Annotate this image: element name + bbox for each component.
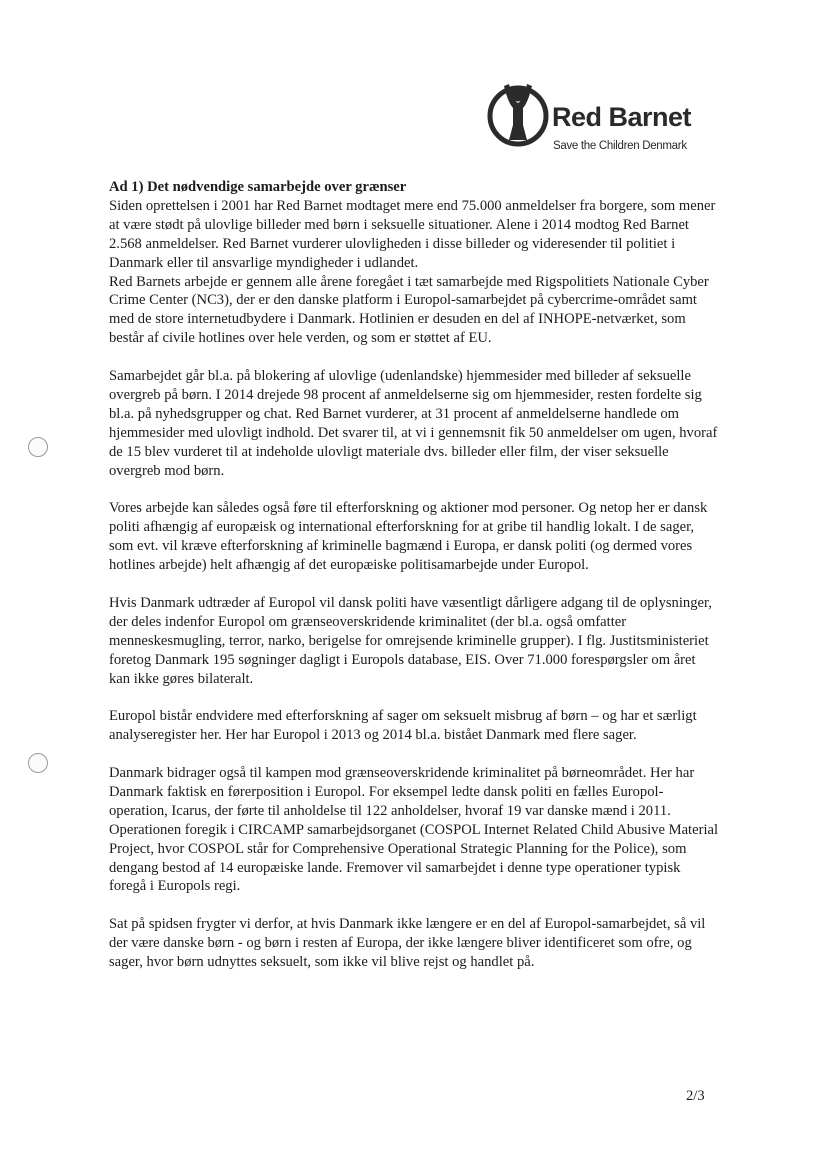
child-emblem-icon bbox=[482, 78, 552, 150]
punch-hole-upper bbox=[28, 437, 48, 457]
section-heading: Ad 1) Det nødvendige samarbejde over grænser bbox=[109, 179, 407, 195]
logo-title: Red Barnet bbox=[552, 102, 692, 132]
paragraph-reports: Siden oprettelsen i 2001 har Red Barnet modtaget mere end 75.000 anmeldelser fra borgere, som mener at være stødt på ulovlige billeder med børn i seksuelle situationer. Alene i 2014 modtog Red Barnet 2.568 anmeldelser. Red Barnet vurderer ulovligheden i disse billeder og videresender til politiet i Danmark eller til ansvarlige myndigheder i udlandet. bbox=[109, 197, 716, 271]
paragraph-investigation: Vores arbejde kan således også føre til efterforskning og aktioner mod personer. Og netop her er dansk politi afhængig af europæisk og international efterforskning for at gribe til handlig lokalt. I de sager, som evt. vil kræve efterforskning af kriminelle bagmænd i Europa, er dansk politi (og dermed vores hotlines arbejde) helt afhængig af det europæiske politisamarbejde under Europol. bbox=[109, 500, 708, 574]
logo-subtitle: Save the Children Denmark bbox=[553, 140, 687, 152]
punch-hole-lower bbox=[28, 753, 48, 773]
paragraph-blocking: Samarbejdet går bl.a. på blokering af ulovlige (udenlandske) hjemmesider med billeder af seksuelle overgreb på børn. I 2014 drejede 98 procent af anmeldelserne sig om hjemmesider, resten fordelte sig bl.a. på nyhedsgrupper og chat. Red Barnet vurderer, at 31 procent af anmeldelserne handlede om hjemmesider med ulovligt indhold. Det svarer til, at vi i gennemsnit fik 50 anmeldelser om ugen, hvoraf de 15 blev vurderet til at indeholde ulovligt materiale dvs. billeder eller film, der viser seksuelle overgreb mod børn. bbox=[109, 368, 718, 479]
paragraph-danish-contribution: Danmark bidrager også til kampen mod grænseoverskridende kriminalitet på børneområdet. Her har Danmark faktisk en førerposition i Europol. For eksempel ledte dansk politi en fælles Europol-operation, Icarus, der førte til anholdelse til 122 anholdelser, hvoraf 19 var danske mænd i 2011. Operationen foregik i CIRCAMP samarbejdsorganet (COSPOL Internet Related Child Abusive Material Project, hvor COSPOL står for Comprehensive Operational Strategic Planning for the Police), som dengang bestod af 14 europæiske lande. Fremover vil samarbejdet i denne type operationer typisk foregå i Europols regi. bbox=[109, 765, 719, 895]
document-body bbox=[109, 178, 719, 972]
paragraph-europol-assistance: Europol bistår endvidere med efterforskning af sager om seksuelt misbrug af børn – og har et særligt analyseregister her. Her har Europol i 2013 og 2014 bl.a. bistået Danmark med flere sager. bbox=[109, 708, 697, 744]
red-barnet-logo bbox=[482, 78, 722, 158]
paragraph-conclusion: Sat på spidsen frygter vi derfor, at hvis Danmark ikke længere er en del af Europol-samarbejdet, så vil der være danske børn - og børn i resten af Europa, der ikke længere bliver identificeret som ofre, og sager, hvor børn udnyttes seksuelt, som ikke vil blive rejst og handlet på. bbox=[109, 916, 706, 971]
paragraph-cooperation: Red Barnets arbejde er gennem alle årene foregået i tæt samarbejde med Rigspolitiets Nationale Cyber Crime Center (NC3), der er den danske platform i Europol-samarbejdet på cybercrime-området samt med de store internetudbydere i Danmark. Hotlinien er desuden en del af INHOPE-netværket, som består af civile hotlines over hele verden, og som er støttet af EU. bbox=[109, 273, 709, 347]
page-number: 2/3 bbox=[686, 1088, 705, 1104]
paragraph-withdrawal: Hvis Danmark udtræder af Europol vil dansk politi have væsentligt dårligere adgang til de oplysninger, der deles indenfor Europol om grænseoverskridende kriminalitet (der bl.a. også omfatter menneskesmugling, terror, narko, berigelse for omrejsende kriminelle grupper). I flg. Justitsministeriet foretog Danmark 195 søgninger dagligt i Europols database, EIS. Over 71.000 forespørgsler om året kan ikke gøres bilateralt. bbox=[109, 594, 712, 687]
